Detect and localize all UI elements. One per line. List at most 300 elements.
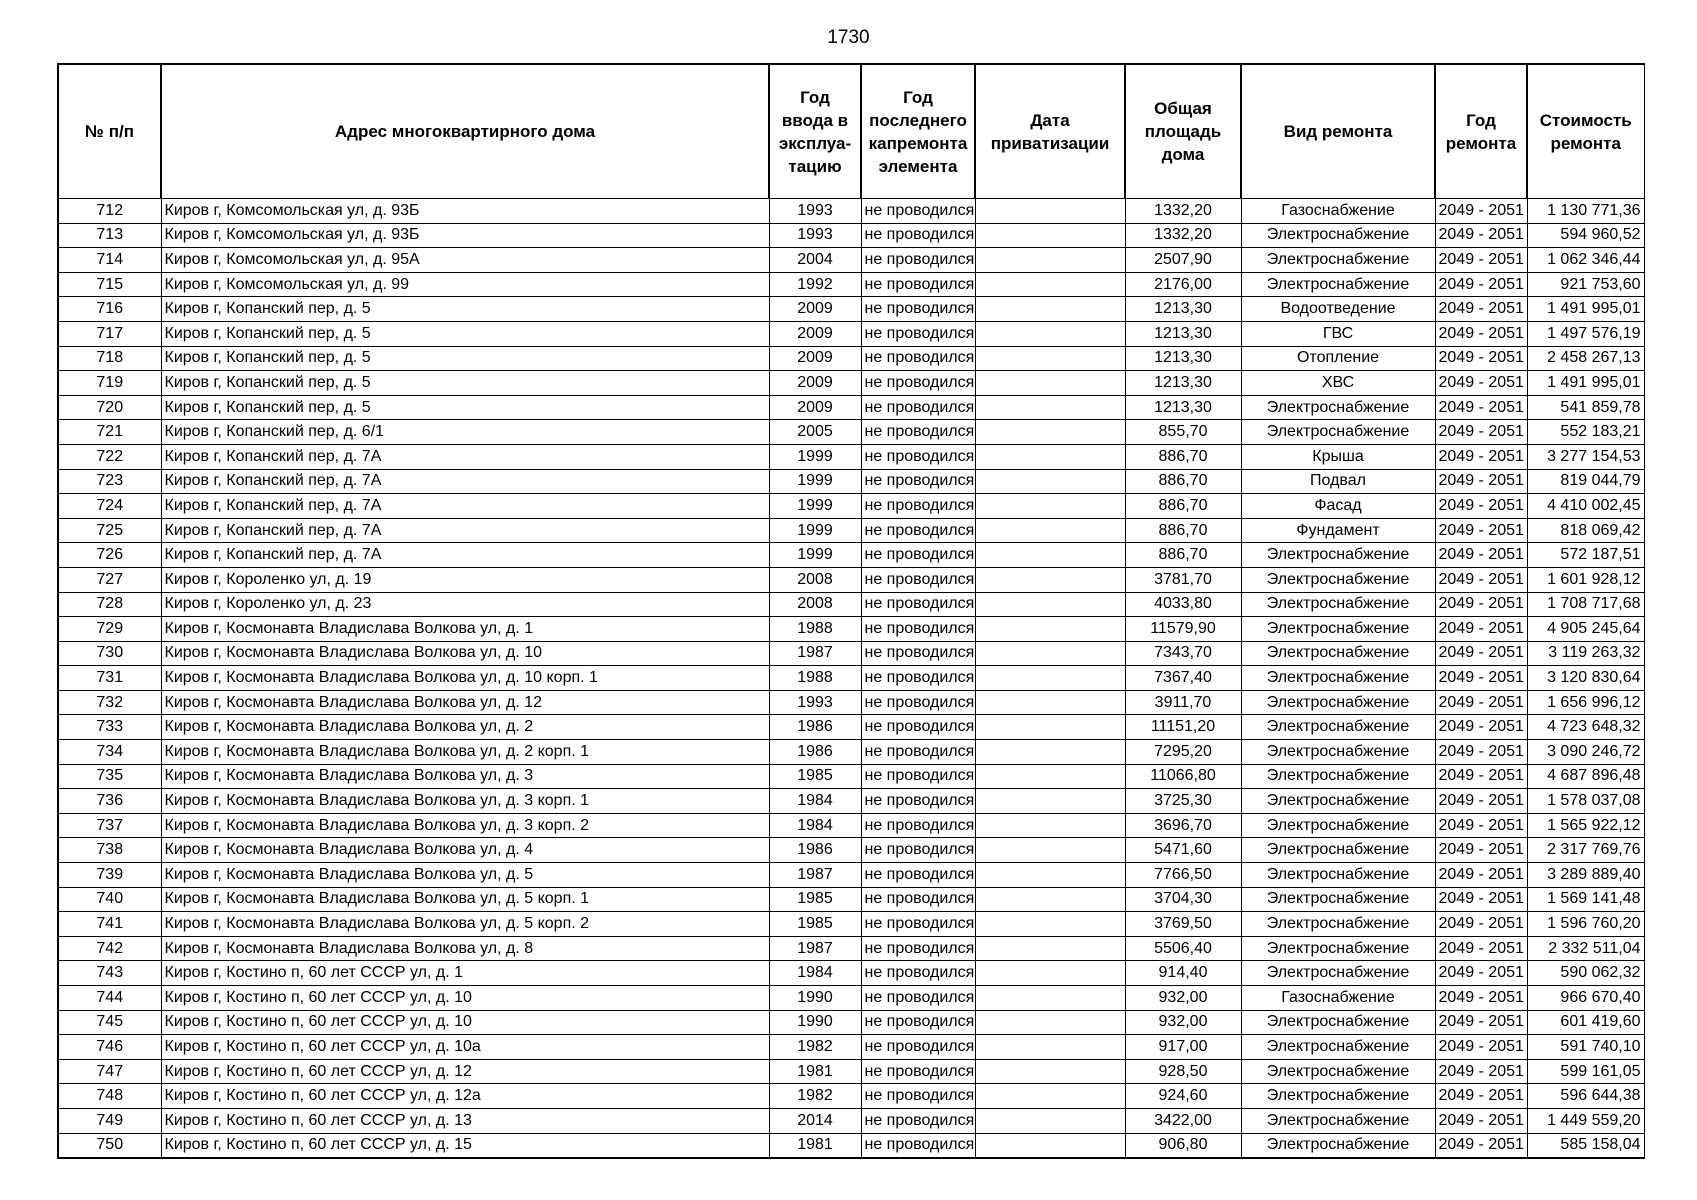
cell-num: 739	[58, 863, 161, 888]
cell-cost: 1 656 996,12	[1527, 690, 1644, 715]
cell-area: 3725,30	[1125, 789, 1241, 814]
table-body	[58, 199, 1644, 1159]
cell-repair-period: 2049 - 2051	[1435, 863, 1527, 888]
cell-repair-type: Электроснабжение	[1241, 420, 1435, 445]
cell-area: 3769,50	[1125, 912, 1241, 937]
cell-area: 1213,30	[1125, 321, 1241, 346]
cell-area: 886,70	[1125, 444, 1241, 469]
cell-address: Киров г, Копанский пер, д. 5	[161, 371, 769, 396]
cell-num: 735	[58, 764, 161, 789]
table-row	[58, 444, 1644, 469]
cell-cost: 572 187,51	[1527, 543, 1644, 568]
cell-area: 928,50	[1125, 1059, 1241, 1084]
cell-num: 719	[58, 371, 161, 396]
cell-cost: 1 491 995,01	[1527, 371, 1644, 396]
cell-cost: 921 753,60	[1527, 272, 1644, 297]
cell-repair-type: Электроснабжение	[1241, 690, 1435, 715]
cell-privatization	[975, 469, 1125, 494]
cell-cost: 1 565 922,12	[1527, 813, 1644, 838]
cell-repair-period: 2049 - 2051	[1435, 444, 1527, 469]
cell-num: 726	[58, 543, 161, 568]
cell-repair-type: Электроснабжение	[1241, 592, 1435, 617]
cell-year-built: 1987	[769, 641, 861, 666]
cell-year-built: 1985	[769, 912, 861, 937]
cell-year-built: 1990	[769, 986, 861, 1011]
cell-year-built: 1981	[769, 1133, 861, 1158]
cell-year-built: 1986	[769, 740, 861, 765]
cell-privatization	[975, 617, 1125, 642]
cell-privatization	[975, 764, 1125, 789]
cell-repair-period: 2049 - 2051	[1435, 1108, 1527, 1133]
cell-repair-type: Электроснабжение	[1241, 272, 1435, 297]
cell-privatization	[975, 1010, 1125, 1035]
table-row	[58, 764, 1644, 789]
cell-area: 5471,60	[1125, 838, 1241, 863]
cell-address: Киров г, Комсомольская ул, д. 99	[161, 272, 769, 297]
cell-num: 740	[58, 887, 161, 912]
table-row	[58, 346, 1644, 371]
cell-year-built: 1999	[769, 494, 861, 519]
cell-repair-type: Электроснабжение	[1241, 813, 1435, 838]
cell-year-built: 2004	[769, 248, 861, 273]
table-row	[58, 1108, 1644, 1133]
cell-address: Киров г, Костино п, 60 лет СССР ул, д. 13	[161, 1108, 769, 1133]
cell-last-repair: не проводился	[861, 740, 975, 765]
cell-privatization	[975, 199, 1125, 224]
cell-repair-type: Электроснабжение	[1241, 1010, 1435, 1035]
cell-address: Киров г, Костино п, 60 лет СССР ул, д. 1	[161, 961, 769, 986]
cell-privatization	[975, 690, 1125, 715]
cell-year-built: 1984	[769, 789, 861, 814]
cell-num: 746	[58, 1035, 161, 1060]
cell-last-repair: не проводился	[861, 764, 975, 789]
cell-repair-type: Фундамент	[1241, 518, 1435, 543]
cell-address: Киров г, Костино п, 60 лет СССР ул, д. 10	[161, 986, 769, 1011]
cell-address: Киров г, Комсомольская ул, д. 93Б	[161, 199, 769, 224]
cell-repair-period: 2049 - 2051	[1435, 1133, 1527, 1158]
cell-repair-type: Электроснабжение	[1241, 617, 1435, 642]
cell-repair-type: Газоснабжение	[1241, 199, 1435, 224]
cell-num: 720	[58, 395, 161, 420]
cell-last-repair: не проводился	[861, 346, 975, 371]
cell-last-repair: не проводился	[861, 223, 975, 248]
cell-repair-type: Крыша	[1241, 444, 1435, 469]
table-row	[58, 1133, 1644, 1158]
cell-address: Киров г, Космонавта Владислава Волкова ул, д. 1	[161, 617, 769, 642]
cell-repair-period: 2049 - 2051	[1435, 518, 1527, 543]
cell-cost: 819 044,79	[1527, 469, 1644, 494]
cell-year-built: 1993	[769, 690, 861, 715]
cell-repair-period: 2049 - 2051	[1435, 371, 1527, 396]
table-row	[58, 986, 1644, 1011]
cell-cost: 3 090 246,72	[1527, 740, 1644, 765]
cell-repair-period: 2049 - 2051	[1435, 543, 1527, 568]
cell-num: 742	[58, 936, 161, 961]
cell-repair-period: 2049 - 2051	[1435, 887, 1527, 912]
cell-privatization	[975, 223, 1125, 248]
cell-privatization	[975, 912, 1125, 937]
cell-cost: 552 183,21	[1527, 420, 1644, 445]
cell-last-repair: не проводился	[861, 371, 975, 396]
cell-privatization	[975, 1108, 1125, 1133]
cell-year-built: 1985	[769, 887, 861, 912]
cell-cost: 3 119 263,32	[1527, 641, 1644, 666]
repair-register-table	[57, 63, 1645, 1159]
cell-address: Киров г, Копанский пер, д. 5	[161, 297, 769, 322]
cell-privatization	[975, 1084, 1125, 1109]
cell-area: 3696,70	[1125, 813, 1241, 838]
table-row	[58, 543, 1644, 568]
cell-repair-type: Газоснабжение	[1241, 986, 1435, 1011]
cell-repair-period: 2049 - 2051	[1435, 617, 1527, 642]
cell-repair-period: 2049 - 2051	[1435, 813, 1527, 838]
cell-area: 932,00	[1125, 1010, 1241, 1035]
cell-area: 886,70	[1125, 543, 1241, 568]
cell-year-built: 2008	[769, 567, 861, 592]
cell-year-built: 1982	[769, 1035, 861, 1060]
cell-area: 886,70	[1125, 494, 1241, 519]
cell-repair-type: Электроснабжение	[1241, 863, 1435, 888]
cell-num: 721	[58, 420, 161, 445]
cell-area: 1213,30	[1125, 346, 1241, 371]
cell-privatization	[975, 936, 1125, 961]
cell-repair-type: Электроснабжение	[1241, 838, 1435, 863]
table-row	[58, 666, 1644, 691]
cell-repair-period: 2049 - 2051	[1435, 420, 1527, 445]
cell-address: Киров г, Костино п, 60 лет СССР ул, д. 15	[161, 1133, 769, 1158]
cell-num: 738	[58, 838, 161, 863]
cell-last-repair: не проводился	[861, 863, 975, 888]
cell-address: Киров г, Космонавта Владислава Волкова ул, д. 10	[161, 641, 769, 666]
cell-area: 7343,70	[1125, 641, 1241, 666]
cell-year-built: 1999	[769, 518, 861, 543]
cell-address: Киров г, Космонавта Владислава Волкова ул, д. 3	[161, 764, 769, 789]
cell-repair-period: 2049 - 2051	[1435, 223, 1527, 248]
table-row	[58, 838, 1644, 863]
cell-area: 3781,70	[1125, 567, 1241, 592]
cell-privatization	[975, 666, 1125, 691]
table-row	[58, 887, 1644, 912]
cell-repair-period: 2049 - 2051	[1435, 272, 1527, 297]
table-row	[58, 641, 1644, 666]
cell-cost: 2 317 769,76	[1527, 838, 1644, 863]
cell-last-repair: не проводился	[861, 248, 975, 273]
cell-address: Киров г, Короленко ул, д. 23	[161, 592, 769, 617]
cell-year-built: 1993	[769, 199, 861, 224]
table-row	[58, 1010, 1644, 1035]
cell-privatization	[975, 395, 1125, 420]
cell-repair-type: Электроснабжение	[1241, 1108, 1435, 1133]
cell-last-repair: не проводился	[861, 1133, 975, 1158]
table-row	[58, 223, 1644, 248]
cell-area: 855,70	[1125, 420, 1241, 445]
cell-repair-type: Электроснабжение	[1241, 912, 1435, 937]
cell-num: 745	[58, 1010, 161, 1035]
cell-cost: 590 062,32	[1527, 961, 1644, 986]
cell-repair-period: 2049 - 2051	[1435, 936, 1527, 961]
cell-cost: 1 130 771,36	[1527, 199, 1644, 224]
cell-cost: 1 497 576,19	[1527, 321, 1644, 346]
cell-address: Киров г, Копанский пер, д. 7А	[161, 494, 769, 519]
cell-cost: 3 277 154,53	[1527, 444, 1644, 469]
cell-repair-period: 2049 - 2051	[1435, 346, 1527, 371]
cell-repair-type: Электроснабжение	[1241, 1059, 1435, 1084]
cell-repair-type: Электроснабжение	[1241, 1035, 1435, 1060]
cell-repair-period: 2049 - 2051	[1435, 469, 1527, 494]
cell-repair-type: Электроснабжение	[1241, 641, 1435, 666]
cell-last-repair: не проводился	[861, 961, 975, 986]
cell-num: 730	[58, 641, 161, 666]
cell-last-repair: не проводился	[861, 297, 975, 322]
cell-privatization	[975, 592, 1125, 617]
table-header-row	[58, 64, 1644, 199]
cell-cost: 601 419,60	[1527, 1010, 1644, 1035]
cell-privatization	[975, 272, 1125, 297]
table-row	[58, 863, 1644, 888]
cell-num: 743	[58, 961, 161, 986]
cell-cost: 1 601 928,12	[1527, 567, 1644, 592]
cell-privatization	[975, 494, 1125, 519]
cell-repair-type: Электроснабжение	[1241, 740, 1435, 765]
cell-address: Киров г, Копанский пер, д. 5	[161, 395, 769, 420]
cell-cost: 4 723 648,32	[1527, 715, 1644, 740]
table-row	[58, 248, 1644, 273]
cell-area: 5506,40	[1125, 936, 1241, 961]
cell-repair-type: Электроснабжение	[1241, 223, 1435, 248]
cell-last-repair: не проводился	[861, 986, 975, 1011]
cell-address: Киров г, Космонавта Владислава Волкова ул, д. 8	[161, 936, 769, 961]
cell-privatization	[975, 1035, 1125, 1060]
cell-last-repair: не проводился	[861, 838, 975, 863]
cell-area: 4033,80	[1125, 592, 1241, 617]
cell-address: Киров г, Копанский пер, д. 7А	[161, 444, 769, 469]
cell-num: 749	[58, 1108, 161, 1133]
cell-num: 715	[58, 272, 161, 297]
cell-area: 3704,30	[1125, 887, 1241, 912]
cell-year-built: 1985	[769, 764, 861, 789]
cell-address: Киров г, Копанский пер, д. 7А	[161, 518, 769, 543]
cell-last-repair: не проводился	[861, 518, 975, 543]
header-repair-type: Вид ремонта	[1241, 64, 1435, 199]
cell-area: 1332,20	[1125, 199, 1241, 224]
cell-last-repair: не проводился	[861, 321, 975, 346]
cell-repair-period: 2049 - 2051	[1435, 1035, 1527, 1060]
cell-repair-period: 2049 - 2051	[1435, 321, 1527, 346]
cell-address: Киров г, Короленко ул, д. 19	[161, 567, 769, 592]
cell-area: 932,00	[1125, 986, 1241, 1011]
cell-num: 747	[58, 1059, 161, 1084]
cell-repair-type: ГВС	[1241, 321, 1435, 346]
cell-address: Киров г, Копанский пер, д. 5	[161, 321, 769, 346]
cell-area: 1213,30	[1125, 297, 1241, 322]
cell-repair-type: Отопление	[1241, 346, 1435, 371]
cell-address: Киров г, Космонавта Владислава Волкова ул, д. 5 корп. 1	[161, 887, 769, 912]
cell-last-repair: не проводился	[861, 936, 975, 961]
table-row	[58, 420, 1644, 445]
cell-repair-type: Электроснабжение	[1241, 961, 1435, 986]
cell-area: 886,70	[1125, 518, 1241, 543]
cell-privatization	[975, 420, 1125, 445]
cell-num: 737	[58, 813, 161, 838]
cell-area: 11066,80	[1125, 764, 1241, 789]
cell-repair-period: 2049 - 2051	[1435, 199, 1527, 224]
table-row	[58, 715, 1644, 740]
cell-last-repair: не проводился	[861, 199, 975, 224]
header-cost: Стоимость ремонта	[1527, 64, 1644, 199]
cell-num: 722	[58, 444, 161, 469]
header-year-built: Год ввода в эксплуа-тацию	[769, 64, 861, 199]
table-row	[58, 518, 1644, 543]
cell-area: 3422,00	[1125, 1108, 1241, 1133]
cell-last-repair: не проводился	[861, 666, 975, 691]
cell-repair-period: 2049 - 2051	[1435, 567, 1527, 592]
cell-privatization	[975, 297, 1125, 322]
cell-repair-period: 2049 - 2051	[1435, 297, 1527, 322]
cell-address: Киров г, Комсомольская ул, д. 95А	[161, 248, 769, 273]
cell-privatization	[975, 321, 1125, 346]
header-repair-period: Год ремонта	[1435, 64, 1527, 199]
table-row	[58, 1059, 1644, 1084]
header-num: № п/п	[58, 64, 161, 199]
cell-privatization	[975, 444, 1125, 469]
cell-address: Киров г, Копанский пер, д. 6/1	[161, 420, 769, 445]
cell-last-repair: не проводился	[861, 469, 975, 494]
cell-privatization	[975, 863, 1125, 888]
table-row	[58, 936, 1644, 961]
cell-year-built: 2009	[769, 297, 861, 322]
cell-last-repair: не проводился	[861, 592, 975, 617]
cell-repair-period: 2049 - 2051	[1435, 494, 1527, 519]
cell-last-repair: не проводился	[861, 1035, 975, 1060]
cell-cost: 1 708 717,68	[1527, 592, 1644, 617]
table-row	[58, 1035, 1644, 1060]
cell-last-repair: не проводился	[861, 912, 975, 937]
cell-cost: 3 289 889,40	[1527, 863, 1644, 888]
cell-year-built: 2009	[769, 371, 861, 396]
table-row	[58, 813, 1644, 838]
cell-area: 2176,00	[1125, 272, 1241, 297]
table-row	[58, 1084, 1644, 1109]
cell-repair-period: 2049 - 2051	[1435, 986, 1527, 1011]
cell-area: 914,40	[1125, 961, 1241, 986]
cell-num: 732	[58, 690, 161, 715]
cell-privatization	[975, 346, 1125, 371]
cell-last-repair: не проводился	[861, 272, 975, 297]
cell-cost: 541 859,78	[1527, 395, 1644, 420]
cell-num: 736	[58, 789, 161, 814]
cell-num: 724	[58, 494, 161, 519]
cell-cost: 2 332 511,04	[1527, 936, 1644, 961]
cell-repair-type: ХВС	[1241, 371, 1435, 396]
cell-area: 1332,20	[1125, 223, 1241, 248]
cell-area: 7766,50	[1125, 863, 1241, 888]
cell-privatization	[975, 641, 1125, 666]
table-row	[58, 494, 1644, 519]
cell-year-built: 1988	[769, 617, 861, 642]
cell-year-built: 1986	[769, 715, 861, 740]
cell-privatization	[975, 789, 1125, 814]
cell-cost: 1 596 760,20	[1527, 912, 1644, 937]
cell-last-repair: не проводился	[861, 617, 975, 642]
cell-cost: 585 158,04	[1527, 1133, 1644, 1158]
cell-area: 1213,30	[1125, 371, 1241, 396]
cell-repair-period: 2049 - 2051	[1435, 666, 1527, 691]
cell-year-built: 1981	[769, 1059, 861, 1084]
cell-year-built: 1987	[769, 863, 861, 888]
cell-address: Киров г, Костино п, 60 лет СССР ул, д. 10а	[161, 1035, 769, 1060]
cell-num: 718	[58, 346, 161, 371]
cell-cost: 596 644,38	[1527, 1084, 1644, 1109]
header-last-repair: Год последнего капремонта элемента	[861, 64, 975, 199]
cell-cost: 599 161,05	[1527, 1059, 1644, 1084]
cell-last-repair: не проводился	[861, 494, 975, 519]
cell-last-repair: не проводился	[861, 641, 975, 666]
cell-repair-period: 2049 - 2051	[1435, 838, 1527, 863]
cell-num: 748	[58, 1084, 161, 1109]
cell-last-repair: не проводился	[861, 420, 975, 445]
cell-address: Киров г, Костино п, 60 лет СССР ул, д. 12	[161, 1059, 769, 1084]
cell-repair-period: 2049 - 2051	[1435, 641, 1527, 666]
cell-address: Киров г, Копанский пер, д. 7А	[161, 469, 769, 494]
cell-year-built: 2009	[769, 346, 861, 371]
cell-cost: 594 960,52	[1527, 223, 1644, 248]
cell-address: Киров г, Космонавта Владислава Волкова ул, д. 4	[161, 838, 769, 863]
cell-repair-type: Электроснабжение	[1241, 764, 1435, 789]
table-row	[58, 297, 1644, 322]
header-privatization: Дата приватизации	[975, 64, 1125, 199]
cell-repair-type: Электроснабжение	[1241, 567, 1435, 592]
cell-repair-period: 2049 - 2051	[1435, 1084, 1527, 1109]
cell-address: Киров г, Космонавта Владислава Волкова ул, д. 10 корп. 1	[161, 666, 769, 691]
cell-cost: 4 410 002,45	[1527, 494, 1644, 519]
cell-cost: 818 069,42	[1527, 518, 1644, 543]
cell-repair-period: 2049 - 2051	[1435, 1059, 1527, 1084]
cell-num: 733	[58, 715, 161, 740]
cell-repair-type: Электроснабжение	[1241, 395, 1435, 420]
cell-area: 886,70	[1125, 469, 1241, 494]
cell-repair-type: Электроснабжение	[1241, 248, 1435, 273]
cell-year-built: 2005	[769, 420, 861, 445]
cell-last-repair: не проводился	[861, 444, 975, 469]
cell-year-built: 1999	[769, 543, 861, 568]
cell-address: Киров г, Копанский пер, д. 5	[161, 346, 769, 371]
table-row	[58, 567, 1644, 592]
cell-cost: 3 120 830,64	[1527, 666, 1644, 691]
page-number: 1730	[827, 27, 870, 48]
cell-year-built: 1984	[769, 961, 861, 986]
cell-privatization	[975, 543, 1125, 568]
cell-cost: 1 491 995,01	[1527, 297, 1644, 322]
cell-repair-type: Электроснабжение	[1241, 543, 1435, 568]
cell-privatization	[975, 961, 1125, 986]
cell-last-repair: не проводился	[861, 567, 975, 592]
cell-cost: 1 569 141,48	[1527, 887, 1644, 912]
cell-repair-period: 2049 - 2051	[1435, 715, 1527, 740]
cell-repair-period: 2049 - 2051	[1435, 592, 1527, 617]
cell-repair-period: 2049 - 2051	[1435, 248, 1527, 273]
cell-repair-type: Электроснабжение	[1241, 1133, 1435, 1158]
cell-last-repair: не проводился	[861, 715, 975, 740]
cell-cost: 966 670,40	[1527, 986, 1644, 1011]
table-row	[58, 395, 1644, 420]
cell-area: 7367,40	[1125, 666, 1241, 691]
cell-cost: 591 740,10	[1527, 1035, 1644, 1060]
cell-last-repair: не проводился	[861, 887, 975, 912]
cell-last-repair: не проводился	[861, 789, 975, 814]
cell-last-repair: не проводился	[861, 1084, 975, 1109]
cell-last-repair: не проводился	[861, 395, 975, 420]
cell-area: 1213,30	[1125, 395, 1241, 420]
